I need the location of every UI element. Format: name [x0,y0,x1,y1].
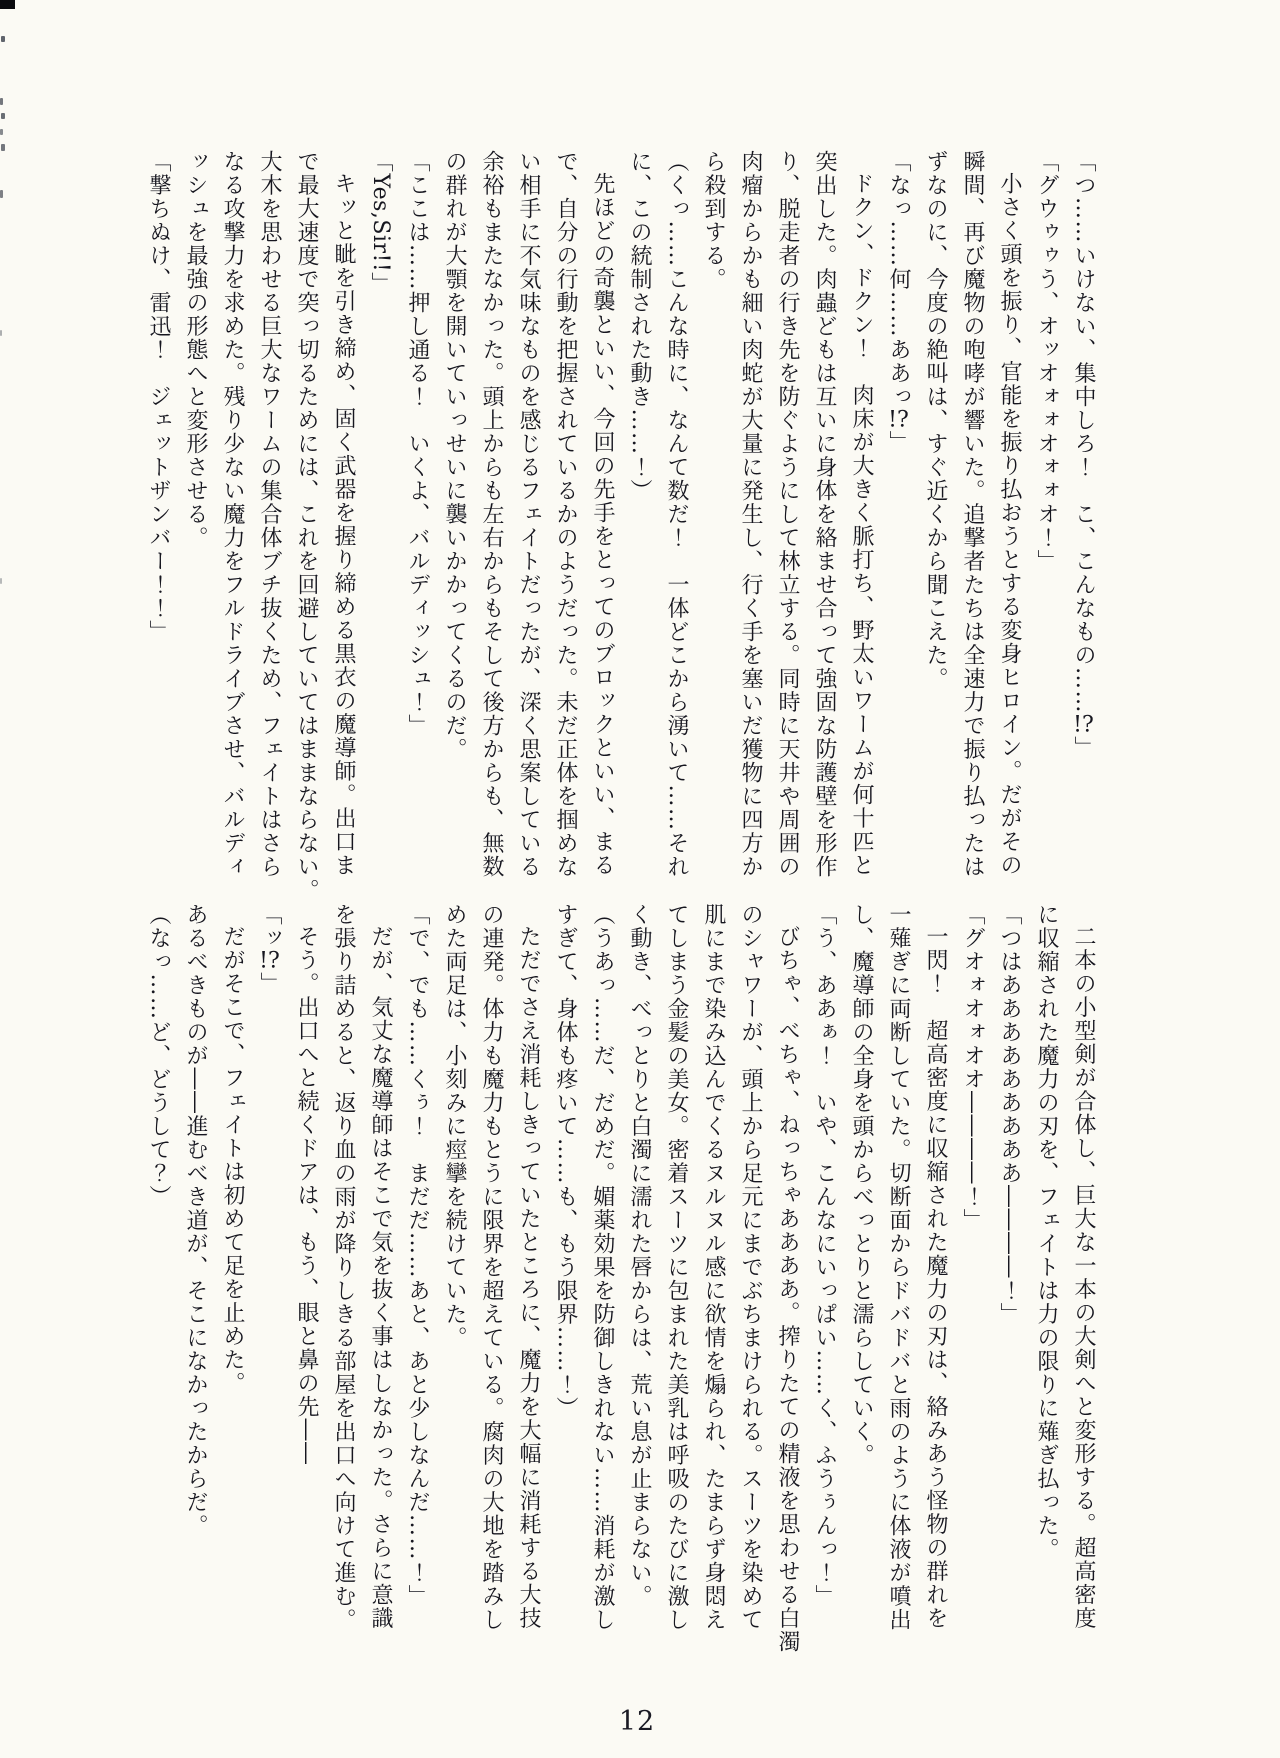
text-column: り、脱走者の行き先を防ぐようにして林立する。同時に天井や周囲の [775,150,800,879]
text-column: に収縮された魔力の刃を、フェイトは力の限りに薙ぎ払った。 [1034,903,1059,1561]
text-column: あるべきものが――進むべき道が、そこになかったからだ。 [183,903,208,1538]
text-column: 「つはあああああああああ――――！」 [997,903,1022,1326]
scan-artifact-corner [0,0,15,9]
text-column: に、この統制された動き……！） [627,150,652,503]
text-column: い相手に不気味なものを感じるフェイトだったが、深く思案している [516,150,541,879]
text-column: で、自分の行動を把握されているかのようだった。未だ正体を掴めな [553,150,578,879]
text-column: し、魔導師の全身を頭からべっとりと濡らしていく。 [849,903,874,1467]
text-column: 「ッ!?」 [257,903,282,996]
text-column: 小さく頭を振り、官能を振り払おうとする変身ヒロイン。だがその [997,172,1022,877]
text-column: びちゃ、べちゃ、ねっちゃああああ。搾りたての精液を思わせる白濁 [775,925,800,1654]
text-column: めた両足は、小刻みに痙攣を続けていた。 [442,903,467,1350]
text-column: 「なっ……何……ああっ!?」 [886,150,911,454]
text-column: そう。出口へと続くドアは、もう、眼と鼻の先―― [294,925,319,1466]
scan-artifact-speck [0,330,2,336]
text-column: ッシュを最強の形態へと変形させる。 [183,150,208,550]
text-column: 「グオォオォオオ――――！」 [960,903,985,1232]
scan-artifact-speck [1,144,5,151]
text-column: 肌にまで染み込んでくるヌルヌル感に欲情を煽られ、たまらず身悶え [701,903,726,1632]
page-number: 12 [618,1706,656,1737]
text-column: （なっ……ど、どうして？） [146,903,171,1209]
scan-artifact-speck [0,190,3,198]
text-column: 瞬間、再び魔物の咆哮が響いた。追撃者たちは全速力で振り払ったは [960,150,985,879]
text-column: すぎて、身体も疼いて……も、もう限界……！） [553,903,578,1420]
text-column: 一閃！ 超高密度に収縮された魔力の刃は、絡みあう怪物の群れを [923,925,948,1630]
text-column: 先ほどの奇襲といい、今回の先手をとってのブロックといい、まる [590,172,615,877]
text-column: で最大速度で突っ切るためには、これを回避していてはままならない。 [294,150,319,902]
top-text-block [140,150,1102,918]
bottom-text-block [140,903,1102,1681]
text-column: てしまう金髪の美女。密着スーツに包まれた美乳は呼吸のたびに激し [664,903,689,1632]
text-column: 突出した。肉蟲どもは互いに身体を絡ませ合って強固な防護壁を形作 [812,150,837,879]
scan-artifact-speck [0,578,2,584]
text-column: 「ここは……押し通る！ いくよ、バルディッシュ！」 [405,150,430,738]
text-column: （うあっ……だ、だめだ。媚薬効果を防御しきれない……消耗が激し [590,903,615,1632]
text-column: の群れが大顎を開いていっせいに襲いかかってくるのだ。 [442,150,467,761]
text-column: ただでさえ消耗しきっていたところに、魔力を大幅に消耗する大技 [516,925,541,1630]
text-column: なる攻撃力を求めた。残り少ない魔力をフルドライブさせ、バルディ [220,150,245,879]
text-column: 余裕もまたなかった。頭上からも左右からもそして後方からも、無数 [479,150,504,879]
text-column: 「つ……いけない、集中しろ！ こ、こんなもの……!?」 [1071,150,1096,760]
text-column: ドクン、ドクン！ 肉床が大きく脈打ち、野太いワームが何十匹と [849,172,874,877]
text-column: ら殺到する。 [701,150,726,291]
scan-artifact-speck [1,113,5,119]
text-column: 「グウゥゥう、オッオォォオォォオ！」 [1034,150,1059,573]
text-column: を張り詰めると、返り血の雨が降りしきる部屋を出口へ向けて進む。 [331,903,356,1632]
text-column: 「う、ああぁ！ いや、こんなにいっぱい……く、ふうぅんっ！」 [812,903,837,1608]
text-column: 「Yes,Sir!!」 [368,150,393,296]
text-column: ずなのに、今度の絶叫は、すぐ近くから聞こえた。 [923,150,948,691]
scan-artifact-speck [1,36,5,42]
text-column: だが、気丈な魔導師はそこで気を抜く事はしなかった。さらに意識 [368,925,393,1630]
text-column: く動き、べっとりと白濁に濡れた唇からは、荒い息が止まらない。 [627,903,652,1608]
text-column: （くっ……こんな時に、なんて数だ！ 一体どこから湧いて……それ [664,150,689,879]
text-column: 「で、でも……くぅ！ まだだ……あと、あと少しなんだ……！」 [405,903,430,1608]
text-column: だがそこで、フェイトは初めて足を止めた。 [220,925,245,1395]
text-column: のシャワーが、頭上から足元にまでぶちまけられる。スーツを染めて [738,903,763,1632]
text-column: の連発。体力も魔力もとうに限界を超えている。腐肉の大地を踏みし [479,903,504,1632]
text-column: 大木を思わせる巨大なワームの集合体ブチ抜くため、フェイトはさら [257,150,282,879]
text-column: 一薙ぎに両断していた。切断面からドバドバと雨のように体液が噴出 [886,903,911,1632]
scan-artifact-speck [0,129,3,135]
text-column: 二本の小型剣が合体し、巨大な一本の大剣へと変形する。超高密度 [1071,925,1096,1630]
scan-artifact-speck [0,98,3,105]
text-column: 肉瘤からかも細い肉蛇が大量に発生し、行く手を塞いだ獲物に四方か [738,150,763,879]
text-column: キッと眦を引き締め、固く武器を握り締める黒衣の魔導師。出口ま [331,172,356,877]
text-column: 「撃ちぬけ、雷迅！ ジェットザンバー！！」 [146,150,171,644]
